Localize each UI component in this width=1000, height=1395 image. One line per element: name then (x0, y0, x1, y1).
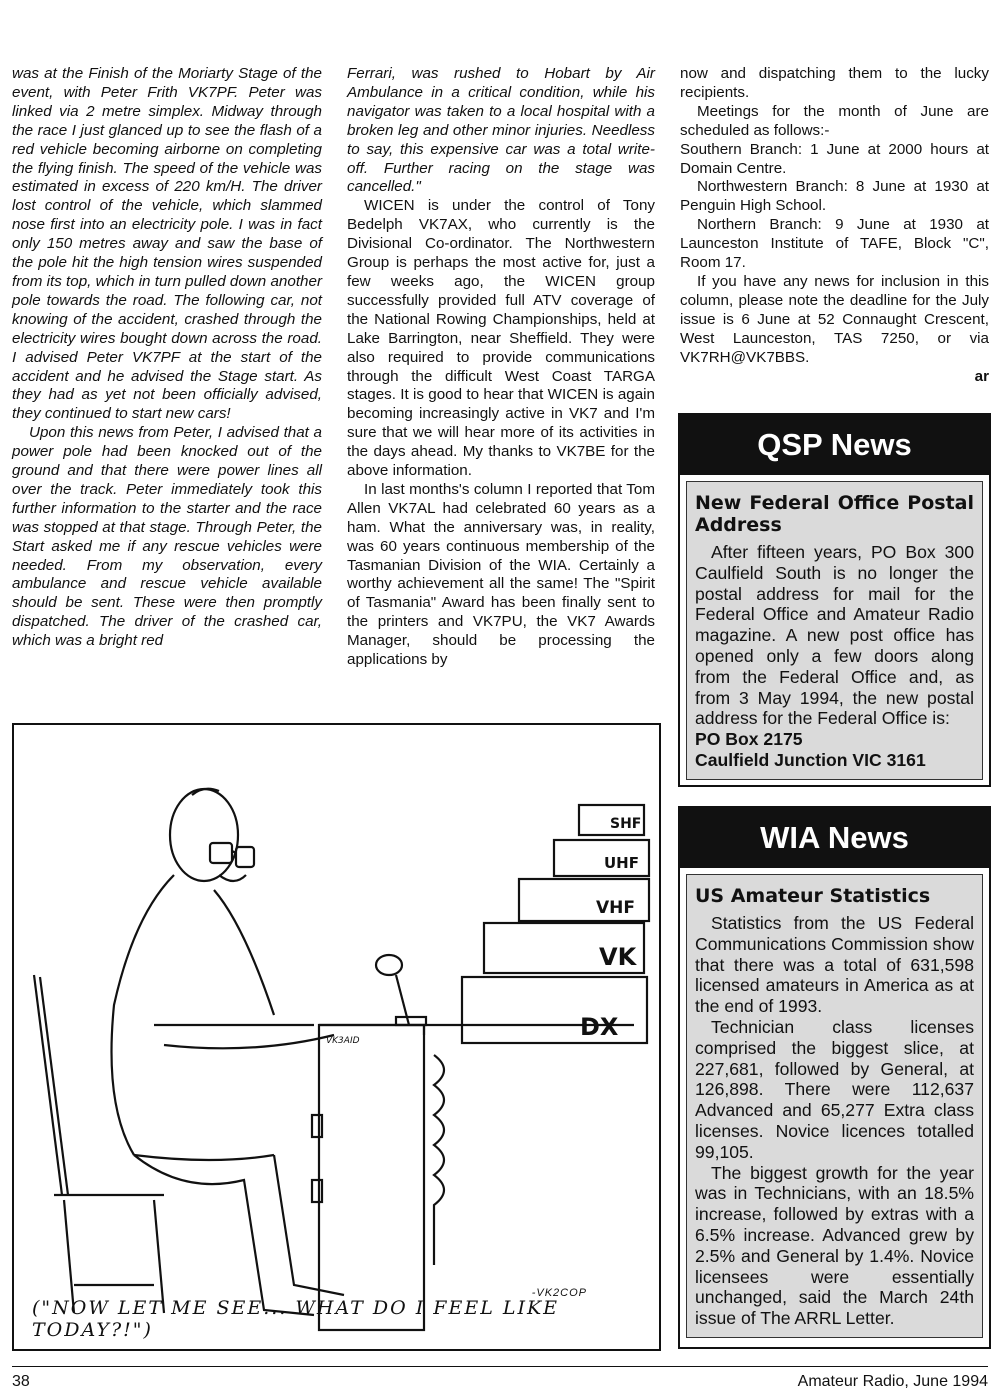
microphone (376, 955, 426, 1025)
wia-news-body (686, 874, 983, 1338)
desk-tag: VK3AID (326, 1036, 360, 1046)
paragraph: Northern Branch: 9 June at 1930 at Launceston Institute of TAFE, Block "C", Room 17. (680, 216, 989, 272)
publication-line: Amateur Radio, June 1994 (797, 1373, 988, 1390)
address-line: PO Box 2175 (695, 729, 803, 750)
paragraph: In last months's column I reported that Tom Allen VK7AL had celebrated 60 years as a ham. What the anniversary was, in reality, was 60 years continuous membership of the Tasmanian Division of the WIA. Certainly a worthy achievement all the same! The "Spirit of Tasmania" Award has been finally sent to the printers and VK7PU, the VK7 Awards Manager, should be processing the applications by (347, 480, 655, 669)
column-2 (347, 65, 655, 670)
qsp-news-heading: QSP News (680, 415, 989, 475)
column-1 (12, 65, 322, 651)
dx-label: DX (580, 1013, 619, 1041)
cartoon-caption: ("NOW LET ME SEE... WHAT DO I FEEL LIKE TODAY?!") (32, 1297, 560, 1341)
vk-label: VK (599, 943, 637, 971)
cartoon-drawing (14, 725, 659, 1349)
shf-label: SHF (610, 816, 642, 832)
uhf-label: UHF (604, 854, 639, 872)
wia-news-title: US Amateur Statistics (695, 885, 931, 907)
qsp-news-box (678, 413, 991, 787)
page-number: 38 (12, 1373, 30, 1390)
cartoon (12, 723, 661, 1351)
paragraph: Northwestern Branch: 8 June at 1930 at Penguin High School. (680, 178, 989, 215)
chair (34, 975, 164, 1313)
paragraph: WICEN is under the control of Tony Bedelph VK7AX, who currently is the Divisional Co-ordinator. The Northwestern Group is perhaps the most active for, just a few weeks ago, the WICEN group successfully provided full ATV coverage of the National Rowing Championships, held at Lake Barrington, near Sheffield. They were also required to provide communications through the difficult West Coast TARGA stages. It is good to hear that WICEN is again becoming increasingly active in VK7 and I'm sure that we will hear more of its activities in the days ahead. My thanks to VK7BE for the above information. (347, 197, 655, 480)
paragraph: After fifteen years, PO Box 300 Caulfield South is no longer the postal address for mail for the Federal Office and Amateur Radio magazine. A new post office has opened only a few doors along from the Federal Office and, as from 3 May 1994, the new postal address for the Federal Office is: (695, 542, 974, 729)
paragraph: If you have any news for inclusion in this column, please note the deadline for the July issue is 6 June at 52 Connaught Crescent, West Launceston, TAS 7250, or via VK7RH@VK7BBS. (680, 272, 989, 366)
paragraph: was at the Finish of the Moriarty Stage of the event, with Peter Frith VK7PF. Peter was linked via 2 metre simplex. Midway through the race I just glanced up to see the flash of a red vehicle becoming airborne on completing the flying finish. The speed of the vehicle was estimated in excess of 220 km/H. The driver lost control of the vehicle, which slammed nose first into an electricity pole. I was in fact only 150 metres away and saw the base of the pole hit the high tension wires suspended from its top, which in turn pulled down another pole towards the road. The following car, not knowing of the accident, crashed through the electricity wires bought down across the road. I advised Peter VK7PF at the start of the accident and he advised the Stage start. As they had as yet not been officially advised, they continued to start new cars! (12, 65, 322, 423)
paragraph: Southern Branch: 1 June at 2000 hours at Domain Centre. (680, 140, 989, 177)
paragraph: Upon this news from Peter, I advised that a power pole had been knocked out of the ground and that there were power lines all over the track. Peter immediately took this further information to the starter and the race was stopped at that stage. Through Peter, the Start asked me if any rescue vehicles were needed. From my observation, every ambulance and rescue vehicle available should be sent. These were then promptly dispatched. The driver of the crashed car, which was a bright red (12, 424, 322, 650)
end-mark: ar (974, 367, 989, 385)
wia-news-box (678, 806, 991, 1349)
address-line: Caulfield Junction VIC 3161 (695, 749, 926, 770)
qsp-news-title: New Federal Office Postal Address (695, 492, 974, 536)
qsp-news-body (686, 481, 983, 780)
radio-stack (462, 805, 649, 1043)
paragraph: The biggest growth for the year was in Technicians, with an 18.5% increase, followed by extras with a 6.5% increase. Advanced grew by 2.5% and General by 1.4%. Novice licensees were essentially unchanged, said the March 24th issue of The ARRL Letter. (695, 1162, 974, 1329)
vhf-label: VHF (596, 898, 635, 918)
footer-rule (12, 1366, 988, 1367)
cartoon-signature: -VK2COP (531, 1287, 587, 1299)
paragraph: now and dispatching them to the lucky recipients. (680, 65, 989, 101)
paragraph: Statistics from the US Federal Communications Commission show that there was a total of 631,598 licensed amateurs in America as at the end of 1993. (695, 913, 974, 1017)
desk (312, 1025, 634, 1330)
paragraph: Ferrari, was rushed to Hobart by Air Ambulance in a critical condition, while his navigator was taken to a local hospital with a broken leg and other minor injuries. Needless to say, this expensive car was a total write-off. Further racing on the stage was cancelled." (347, 65, 655, 196)
paragraph: Meetings for the month of June are scheduled as follows:- (680, 102, 989, 139)
column-3 (680, 65, 989, 386)
paragraph: Technician class licenses comprised the biggest slice, at 227,681, followed by General, at 126,898. There were 112,637 Advanced and 65,277 Extra class licenses. Novice licences totalled 99,105. (695, 1016, 974, 1162)
man-figure (112, 789, 345, 1315)
wia-news-heading: WIA News (680, 808, 989, 868)
